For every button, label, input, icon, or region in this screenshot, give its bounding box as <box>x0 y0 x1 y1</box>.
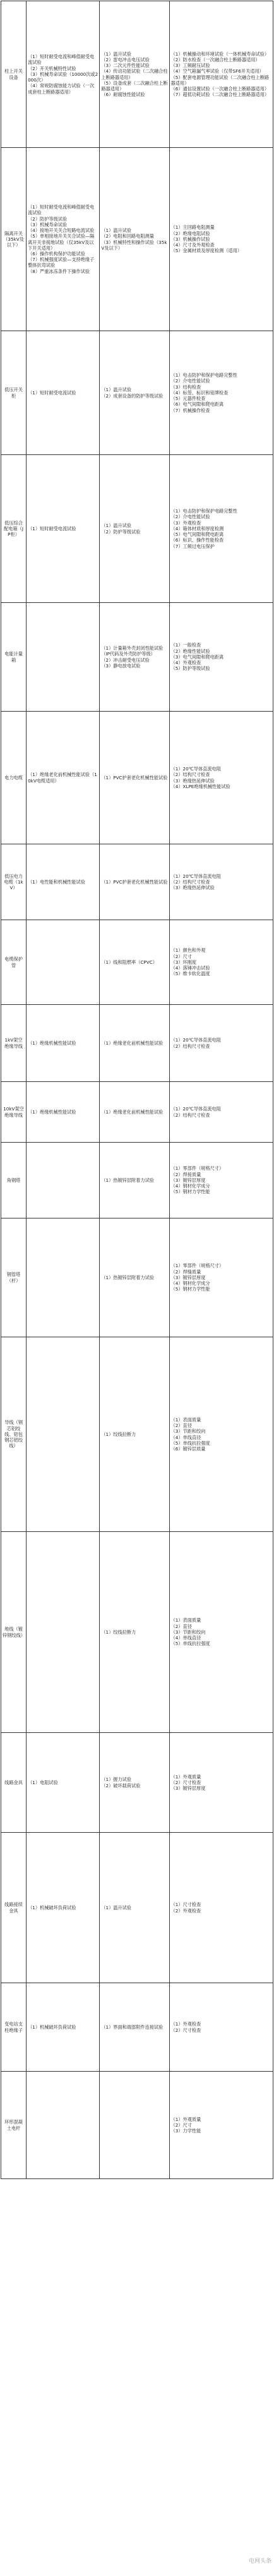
test-item: （1）20℃导体直流电阻 <box>170 766 221 772</box>
test-items-cell <box>169 148 273 331</box>
test-items-cell <box>100 712 169 844</box>
test-item: （2）焊接质量 <box>170 1171 201 1177</box>
equipment-name: 隔离开关（35kV及以下） <box>1 148 27 331</box>
test-item: （2）电阻和回路电阻测量 <box>101 233 154 240</box>
test-item: （1）20℃导体直流电阻 <box>170 1037 221 1043</box>
table-row <box>1 1082 273 1143</box>
test-item: （5）钢材力学性能 <box>170 1286 210 1292</box>
test-item: （2）防护等级试验 <box>28 216 68 222</box>
table-row <box>1 331 273 455</box>
table-row <box>1 1983 273 2072</box>
table-row <box>1 844 273 920</box>
test-items-cell <box>27 1532 100 1733</box>
test-items-cell <box>27 1833 100 1983</box>
test-item: （4）单线直径 <box>170 1635 201 1641</box>
test-item: （6）电气间隙和爬电距离 <box>170 401 224 408</box>
test-item: （2）尺寸 <box>170 953 192 959</box>
test-item: （3）结构检查 <box>170 384 201 390</box>
test-items-cell <box>100 1143 169 1218</box>
test-items-cell <box>169 1143 273 1218</box>
test-item: （2）绝缘性能试验 <box>170 648 210 654</box>
test-item: （7）超低功耗试验（二次融合柱上断路器适用） <box>170 92 270 98</box>
test-item: （1）绝缘机械性能试验 <box>28 1040 76 1046</box>
test-items-cell <box>27 331 100 455</box>
test-item: （5）单线抗拉强度 <box>170 1440 210 1446</box>
test-items-cell <box>100 2072 169 2179</box>
equipment-name: 柱上开关设备 <box>1 1 27 148</box>
test-items-table <box>1 1 273 2179</box>
test-items-cell <box>100 1218 169 1337</box>
test-items-cell <box>169 712 273 844</box>
test-item: （4）尺寸及外观检查 <box>170 242 215 248</box>
test-item: （1）20℃导体直流电阻 <box>170 1106 221 1112</box>
test-item: （4）外观检查 <box>170 660 201 666</box>
test-item: （3）节距和绞向 <box>170 1428 206 1435</box>
test-items-cell <box>169 1 273 148</box>
test-item: （7）机械强度试验—支持绝缘子整体抗弯试验 <box>28 257 95 269</box>
table-row <box>1 712 273 844</box>
test-item: （1）短时耐受电流试验 <box>28 389 76 396</box>
test-item: （1）电性能和机械性能试验 <box>28 878 85 885</box>
test-item: （6）通信设置试验（一次融合柱上断路器适用） <box>170 85 270 92</box>
test-item: （1）温升试验 <box>101 523 132 529</box>
table-row <box>1 1833 273 1983</box>
test-item: （1）PVC护套老化机械性能试验 <box>101 774 168 781</box>
test-items-cell <box>100 455 169 603</box>
test-items-cell <box>27 1218 100 1337</box>
test-item: （3）机械特性和操作试验（35kV及以下） <box>101 239 167 251</box>
test-item: （3）机械寿命试验（10000次或2000次） <box>28 71 98 83</box>
test-items-cell <box>169 920 273 1005</box>
equipment-name: 地线（镀锌钢绞线） <box>1 1532 27 1733</box>
table-row <box>1 1733 273 1833</box>
test-item: （3）绝缘热延伸试验 <box>170 885 215 891</box>
test-item: （5）电气间隙和爬电距离 <box>170 532 224 538</box>
test-items-cell <box>169 331 273 455</box>
table-row <box>1 1337 273 1532</box>
test-items-cell <box>27 1337 100 1532</box>
test-items-cell <box>27 455 100 603</box>
test-items-cell <box>100 920 169 1005</box>
table-row <box>1 1532 273 1733</box>
equipment-name: 低压电力电缆（1kV） <box>1 844 27 920</box>
test-items-cell <box>27 148 100 331</box>
watermark: 电网头条 <box>248 2558 271 2565</box>
test-item: （1）电击防护和保护电路完整性 <box>170 508 237 514</box>
test-item: （1）短时耐受电流和峰值耐受电流试验 <box>28 204 95 216</box>
test-items-cell <box>169 603 273 712</box>
table-row <box>1 1218 273 1337</box>
test-item: （4）空气箱漏气率试验（仅带SF6开关适用） <box>170 68 264 75</box>
test-item: （2）雷电冲击电压试验 <box>101 56 150 63</box>
test-items-cell <box>169 844 273 920</box>
test-item: （1）20℃导体直流电阻 <box>170 873 221 879</box>
equipment-name: 电力电缆 <box>1 712 27 844</box>
test-item: （2）结构尺寸检查 <box>170 1043 210 1049</box>
test-item: （1）机械破坏负荷试验 <box>28 2024 76 2030</box>
test-items-cell <box>169 1218 273 1337</box>
test-items-cell <box>100 844 169 920</box>
test-item: （1）颜色和外观 <box>170 947 206 954</box>
test-items-cell <box>169 1833 273 1983</box>
test-item: （5）设备成套（二次融合柱上断路器适用） <box>101 80 168 92</box>
equipment-name: 10kV架空绝缘导线 <box>1 1082 27 1143</box>
test-item: （2）焊缝质量 <box>170 1268 201 1275</box>
equipment-name: 1kV架空绝缘导线 <box>1 1005 27 1082</box>
test-item: （3）机械寿命试验 <box>28 221 68 228</box>
equipment-name: 低压综合配电箱（JP柜） <box>1 455 27 603</box>
equipment-name: 变电站支柱绝缘子 <box>1 1983 27 2072</box>
test-item: （1）短时耐受电流和峰值耐受电流试验 <box>28 54 95 66</box>
test-item: （2）尺寸检查 <box>170 1779 201 1785</box>
test-item: （1）外观检查 <box>170 2021 201 2027</box>
test-items-cell <box>27 1143 100 1218</box>
table-row <box>1 1005 273 1082</box>
equipment-name: 线路金具 <box>1 1733 27 1833</box>
test-item: （1）尺寸检查 <box>170 1902 201 1908</box>
test-items-cell <box>100 1833 169 1983</box>
test-item: （5）钢材力学性能 <box>170 1189 210 1195</box>
test-item: （2）尺寸检查 <box>170 2027 201 2033</box>
test-items-cell <box>100 1532 169 1733</box>
test-item: （4）钢材化学成分 <box>170 1183 210 1189</box>
test-item: （1）握力试验 <box>101 1777 132 1783</box>
test-item: （1）表面质量 <box>170 1416 201 1423</box>
test-item: （4）接地开关关合短路电流试验 <box>28 228 95 234</box>
test-item: （6）耐腐蚀性能试验 <box>101 92 145 98</box>
test-item: （3）节距和绞向 <box>170 1629 206 1635</box>
test-item: （1）机械破坏负荷试验 <box>28 1904 76 1911</box>
test-item: （2）尺寸 <box>170 2122 192 2128</box>
test-item: （2）结构尺寸检查 <box>170 1112 210 1118</box>
test-item: （1）温升试验 <box>101 228 132 234</box>
test-item: （3）电气间隙和爬电距离 <box>170 653 224 660</box>
test-items-cell <box>169 1983 273 2072</box>
equipment-name: 低压开关柜 <box>1 331 27 455</box>
equipment-name: 线路接续金具 <box>1 1833 27 1983</box>
test-item: （3）力学性能 <box>170 2128 201 2134</box>
table-row <box>1 1 273 148</box>
test-item: （2）开关机械特性试验 <box>28 65 76 71</box>
test-items-cell <box>169 1733 273 1833</box>
test-item: （1）热镀锌层附着力试验 <box>101 1177 154 1183</box>
test-item: （1）PVC护套老化机械性能试验 <box>101 878 168 885</box>
test-item: （2）绝缘电阻试验 <box>170 230 210 236</box>
test-item: （4）标签、标识和铭牌检查 <box>170 389 229 396</box>
test-item: （2）介电性能试验 <box>170 514 210 520</box>
test-item: （4）单线直径 <box>170 1434 201 1440</box>
table-row <box>1 603 273 712</box>
test-item: （1）外观质量 <box>170 1773 201 1780</box>
test-item: （1）绞线拉断力 <box>101 1431 136 1437</box>
test-item: （2）冲击耐受电压试验 <box>101 657 150 663</box>
test-item: （7）工频过电压保护 <box>170 543 215 549</box>
test-item: （1）绝缘机械性能试验 <box>28 1109 76 1115</box>
test-item: （2）破坏载荷试验 <box>101 1782 141 1789</box>
test-item: （1）温升试验 <box>101 387 132 393</box>
equipment-name: 电缆保护管 <box>1 920 27 1005</box>
test-item: （3）镀锌层厚度 <box>170 1177 206 1183</box>
test-item: （2）成套设备的防护等级试验 <box>101 392 164 399</box>
test-item: （6）镀锌层质量 <box>170 1445 206 1452</box>
test-items-cell <box>100 1733 169 1833</box>
equipment-name: 钢管塔（杆） <box>1 1218 27 1337</box>
test-items-cell <box>27 1005 100 1082</box>
test-item: （4）XLPE绝缘机械性能试验 <box>170 783 230 789</box>
test-item: （4）常规防腐蚀能力试验（一次成套柱上断路器适用） <box>28 83 95 95</box>
test-item: （1）外观质量 <box>170 2116 201 2122</box>
test-item: （3）镀锌层厚度 <box>170 1274 206 1280</box>
test-item: （2）结构尺寸检查 <box>170 772 210 778</box>
test-item: （1）机械操动和环境试验（一体机械寿命试验） <box>170 51 270 57</box>
test-items-cell <box>27 603 100 712</box>
test-items-cell <box>169 1532 273 1733</box>
test-item: （6）标识、操作性能检查 <box>170 537 224 544</box>
test-item: （1）零部件（规格尺寸） <box>170 1263 224 1269</box>
test-item: （2）防护等级试验 <box>101 528 141 535</box>
test-items-cell <box>27 844 100 920</box>
test-item: （3）静电放电试验 <box>101 662 141 669</box>
equipment-name: 电能计量箱 <box>1 603 27 712</box>
test-item: （4）传动功能试验（二次融合柱上断路器适用） <box>101 68 168 80</box>
test-item: （5）金属材质及厚度检测（适用） <box>170 248 242 254</box>
test-items-cell <box>27 920 100 1005</box>
test-item: （1）温升试验 <box>101 1904 132 1911</box>
test-items-cell <box>100 1 169 148</box>
test-item: （1）主回路电阻测量 <box>170 224 215 231</box>
test-item: （3）二次元件性能试验 <box>101 63 150 69</box>
table-row <box>1 148 273 331</box>
test-items-cell <box>169 1337 273 1532</box>
test-item: （3）绝缘热延伸试验 <box>170 777 215 784</box>
test-item: （5）配套电源管理功能试验（二次融合柱上断路器适用） <box>170 74 270 86</box>
test-item: （4）钢材化学成分 <box>170 1280 210 1287</box>
test-item: （1）电阻试验 <box>28 1779 58 1785</box>
test-item: （1）计量箱外壳封闭性能试验（IP代码及外壳防护等级） <box>101 645 164 657</box>
test-item: （1）线和阻燃率（CPVC） <box>101 959 157 965</box>
test-item: （1）表面质量 <box>170 1617 201 1624</box>
test-items-cell <box>100 1337 169 1532</box>
test-item: （2）直径 <box>170 1623 192 1629</box>
test-item: （1）绝缘老化前机械性能试验（10kV电缆适用） <box>28 772 97 784</box>
test-item: （1）短时耐受电流试验 <box>28 525 76 532</box>
test-item: （2）结构尺寸检查 <box>170 878 210 885</box>
test-item: （1）界面和端部附件连接试验 <box>101 2024 164 2030</box>
test-item: （1）温升试验 <box>101 51 132 57</box>
test-item: （1）一般检查 <box>170 642 201 648</box>
table-body <box>1 1 273 2179</box>
test-items-cell <box>27 2072 100 2179</box>
test-item: （3）镀锌层厚度 <box>170 1785 206 1792</box>
test-item: （5）单相接地开关关合试验—隔离开关非接地试验（仅35kV及以下开关适用） <box>28 233 95 251</box>
test-item: （3）工频耐压试验 <box>170 63 210 69</box>
test-item: （4）箱体材质和厚度检测 <box>170 525 224 532</box>
test-item: （1）绞线拉断力 <box>101 1629 136 1635</box>
test-items-cell <box>169 1005 273 1082</box>
test-items-cell <box>27 712 100 844</box>
table-row <box>1 1143 273 1218</box>
test-item: （2）介电性能试验 <box>170 378 210 384</box>
test-item: （5）维卡软化温度 <box>170 971 210 977</box>
table-row <box>1 455 273 603</box>
test-items-cell <box>100 148 169 331</box>
test-items-cell <box>100 1983 169 2072</box>
test-item: （3）环刚度 <box>170 959 197 965</box>
table-row <box>1 2072 273 2179</box>
table-row <box>1 920 273 1005</box>
test-item: （6）操作机构保护功能试验 <box>28 250 85 257</box>
test-items-cell <box>169 455 273 603</box>
test-item: （1）绝缘老化前机械性能试验 <box>101 1040 164 1046</box>
test-items-cell <box>169 2072 273 2179</box>
test-item: （3）外观检查 <box>170 519 201 526</box>
test-item: （4）落锤冲击试验 <box>170 965 210 971</box>
test-items-cell <box>27 1 100 148</box>
test-item: （2）直径 <box>170 1423 192 1429</box>
test-item: （7）机械操作检查 <box>170 407 210 413</box>
test-items-cell <box>100 1082 169 1143</box>
test-items-cell <box>169 1082 273 1143</box>
test-items-cell <box>100 1005 169 1082</box>
test-item: （1）热镀锌层附着力试验 <box>101 1274 154 1280</box>
equipment-name: 导线（钢芯铝绞线、铝包钢芯铝绞线） <box>1 1337 27 1532</box>
equipment-name: 环形混凝土电杆 <box>1 2072 27 2179</box>
test-items-cell <box>27 1082 100 1143</box>
test-item: （5）元器件检查 <box>170 396 206 402</box>
test-items-cell <box>27 1983 100 2072</box>
test-item: （2）外观检查 <box>170 1907 201 1914</box>
test-item: （3）机械操作试验 <box>170 236 210 242</box>
test-items-cell <box>100 603 169 712</box>
test-item: （5）防护等级试验 <box>170 665 210 672</box>
test-item: （5）单线抗拉强度 <box>170 1641 210 1647</box>
equipment-name: 角钢塔 <box>1 1143 27 1218</box>
test-item: （8）严重冰冻条件下操作试验 <box>28 268 90 274</box>
test-item: （1）电击防护和保护电路完整性 <box>170 372 237 379</box>
test-items-cell <box>100 331 169 455</box>
test-item: （1）零部件（规格尺寸） <box>170 1165 224 1172</box>
test-item: （2）防水检查（一次融合柱上断路器适用） <box>170 56 260 63</box>
test-items-cell <box>27 1733 100 1833</box>
test-item: （1）绝缘老化前机械性能试验 <box>101 1109 164 1115</box>
